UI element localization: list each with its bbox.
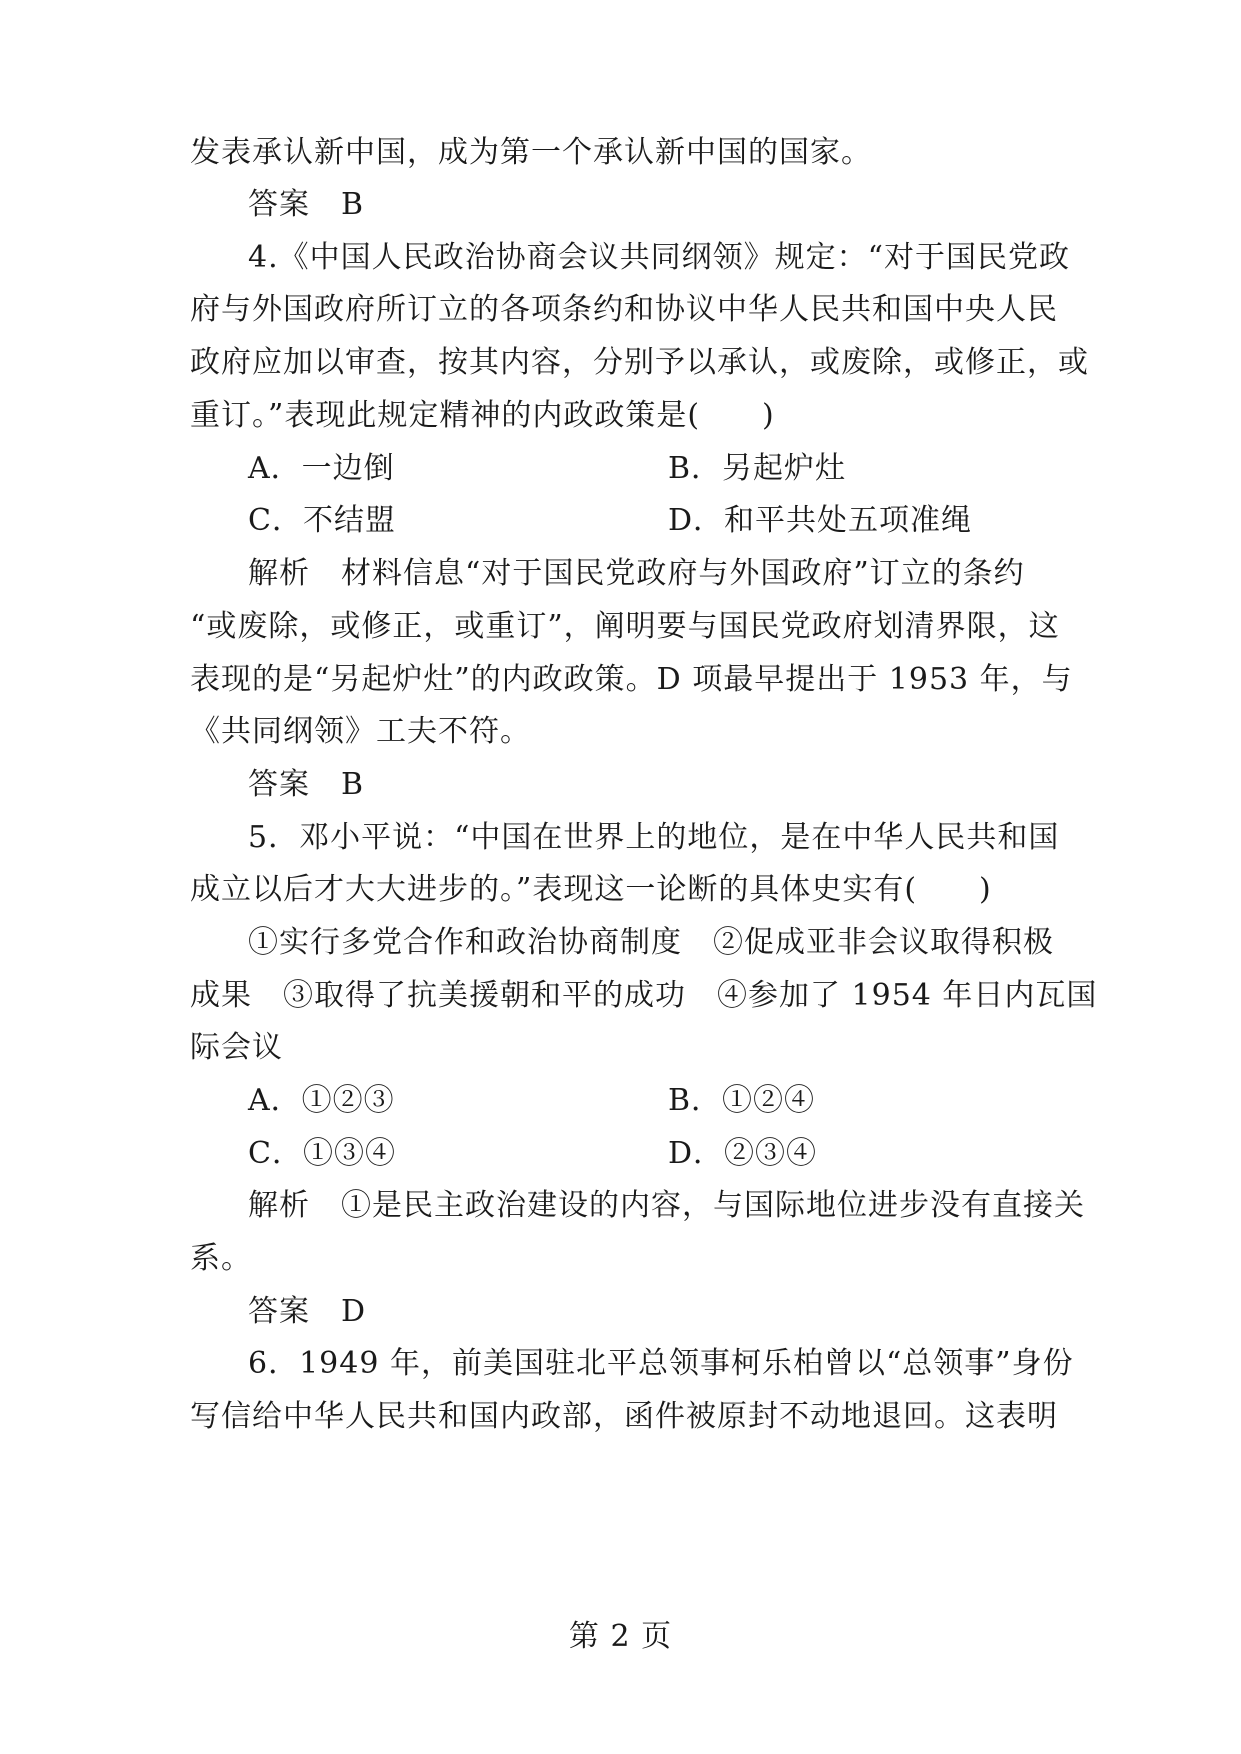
question-5-line: 际会议: [190, 1030, 283, 1065]
analysis-line: “或废除，或修正，或重订”，阐明要与国民党政府划清界限，这: [190, 609, 1060, 644]
question-4-line: 府与外国政府所订立的各项条约和协议中华人民共和国中央人民: [190, 292, 1058, 327]
option-c: C．①③④: [248, 1136, 396, 1171]
option-d: D．②③④: [668, 1136, 818, 1171]
analysis-line: 系。: [190, 1241, 252, 1276]
option-b: B．另起炉灶: [668, 451, 847, 486]
option-b: B．①②④: [668, 1083, 816, 1118]
option-d: D．和平共处五项准绳: [668, 503, 973, 538]
analysis-line: 《共同纲领》工夫不符。: [190, 714, 531, 749]
question-5-line: 成果 ③取得了抗美援朝和平的成功 ④参加了 1954 年日内瓦国: [190, 978, 1098, 1013]
option-c: C．不结盟: [248, 503, 396, 538]
option-a: A．①②③: [248, 1083, 395, 1118]
option-a: A．一边倒: [248, 451, 395, 486]
analysis-line: 解析 材料信息“对于国民党政府与外国政府”订立的条约: [248, 556, 1025, 591]
analysis-line: 表现的是“另起炉灶”的内政政策。D 项最早提出于 1953 年，与: [190, 662, 1073, 697]
question-4-line: 4.《中国人民政治协商会议共同纲领》规定：“对于国民党政: [248, 240, 1070, 275]
page-number: 第 2 页: [568, 1619, 673, 1654]
question-4-line: 政府应加以审查，按其内容，分别予以承认，或废除，或修正，或: [190, 345, 1089, 380]
answer-line: 答案 B: [248, 187, 365, 222]
question-6-line: 写信给中华人民共和国内政部，函件被原封不动地退回。这表明: [190, 1399, 1058, 1434]
question-6-line: 6．1949 年，前美国驻北平总领事柯乐柏曾以“总领事”身份: [248, 1346, 1074, 1381]
question-5-line: 成立以后才大大进步的。”表现这一论断的具体史实有( ): [190, 872, 992, 907]
text-line: 发表承认新中国，成为第一个承认新中国的国家。: [190, 135, 872, 170]
answer-line: 答案 D: [248, 1294, 367, 1329]
question-5-line: 5．邓小平说：“中国在世界上的地位，是在中华人民共和国: [248, 820, 1060, 855]
question-5-line: ①实行多党合作和政治协商制度 ②促成亚非会议取得积极: [248, 925, 1054, 960]
question-4-line: 重订。”表现此规定精神的内政政策是( ): [190, 398, 775, 433]
analysis-line: 解析 ①是民主政治建设的内容，与国际地位进步没有直接关: [248, 1188, 1085, 1223]
answer-line: 答案 B: [248, 767, 365, 802]
